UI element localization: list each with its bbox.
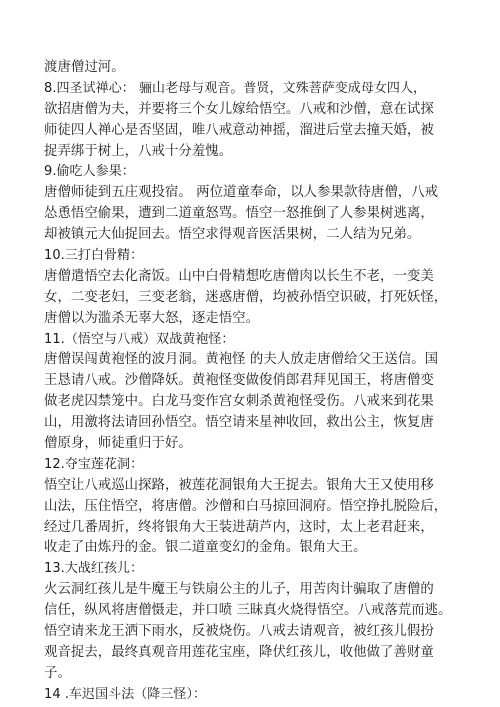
paragraph-line: 观音捉去，最终真观音用莲花宝座，降伏红孩儿，收他做了善财童 <box>44 644 434 660</box>
paragraph-line: 女，二变老妇，三变老翁，迷惑唐僧，均被孙悟空识破，打死妖怪， <box>44 289 448 305</box>
paragraph-line: 悟空请来龙王洒下雨水，反被烧伤。八戒去请观音，被红孩儿假扮 <box>44 624 434 640</box>
paragraph-line: 子。 <box>44 665 71 681</box>
paragraph-line: 收走了由炼丹的金。银二道童变幻的金角。银角大王。 <box>44 540 367 556</box>
paragraph-line: 王恳请八戒。沙僧降妖。黄袍怪变做俊俏郎君拜见国王，将唐僧变 <box>44 373 434 389</box>
paragraph-line: 却被镇元大仙捉回去。悟空求得观音医活果树，二人结为兄弟。 <box>44 227 421 243</box>
paragraph-line: 师徒四人禅心是否坚固，唯八戒意动神摇，溜进后堂去撞天婚，被 <box>44 122 434 138</box>
paragraph-line: 捉弄绑于树上，八戒十分羞愧。 <box>44 143 233 159</box>
paragraph-line: 怂恿悟空偷果，遭到二道童怒骂。悟空一怒推倒了人参果树逃离， <box>44 206 434 222</box>
section-heading: 14 .车迟国斗法（降三怪）： <box>44 686 207 702</box>
section-heading: 9.偷吃人参果： <box>44 164 135 180</box>
paragraph-line: 悟空让八戒巡山探路，被莲花洞银角大王捉去。银角大王又使用移 <box>44 477 434 493</box>
paragraph-line: 山，用激将法请回孙悟空。悟空请来星神收回，救出公主，恢复唐 <box>44 415 434 431</box>
paragraph-line: 经过几番周折，终将银角大王装进葫芦内，这时，太上老君赶来， <box>44 519 434 535</box>
section-heading: 8.四圣试禅心： 骊山老母与观音。普贤，文殊菩萨变成母女四人， <box>44 80 427 96</box>
paragraph-line: 火云洞红孩儿是牛魔王与铁扇公主的儿子，用苦肉计骗取了唐僧的 <box>44 582 434 598</box>
paragraph-line: 渡唐僧过河。 <box>44 60 125 75</box>
paragraph-line: 唐僧误闯黄袍怪的波月洞。黄袍怪 的夫人放走唐僧给父王送信。国 <box>44 352 439 368</box>
section-heading: 10.三打白骨精： <box>44 248 144 264</box>
section-heading: 11.（悟空与八戒）双战黄袍怪： <box>44 331 235 347</box>
paragraph-line: 欲招唐僧为夫，并要将三个女儿嫁给悟空。八戒和沙僧，意在试探 <box>44 101 434 117</box>
paragraph-line: 山法，压住悟空，将唐僧。沙僧和白马掠回洞府。悟空挣扎脱险后， <box>44 498 448 514</box>
paragraph-line: 唐僧师徒到五庄观投宿。 两位道童奉命，以人参果款待唐僧，八戒 <box>44 185 439 201</box>
section-heading: 12.夺宝莲花洞： <box>44 456 144 472</box>
paragraph-line: 唐僧以为滥杀无辜大怒，逐走悟空。 <box>44 310 260 326</box>
paragraph-line: 僧原身，师徒重归于好。 <box>44 436 192 452</box>
document-page <box>44 58 464 706</box>
paragraph-line: 做老虎囚禁笼中。白龙马变作宫女刺杀黄袍怪受伤。八戒来到花果 <box>44 394 434 410</box>
paragraph-line: 唐僧遣悟空去化斋饭。山中白骨精想吃唐僧肉以长生不老，一变美 <box>44 268 434 284</box>
paragraph-line: 信任，纵风将唐僧慑走，并口喷 三昧真火烧得悟空。八戒落荒而逃。 <box>44 603 452 619</box>
section-heading: 13.大战红孩儿： <box>44 561 144 577</box>
